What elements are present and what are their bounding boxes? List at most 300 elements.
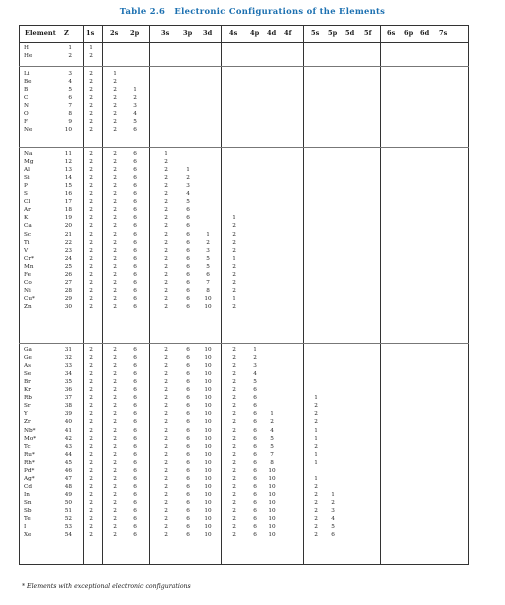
table-row (0, 126, 505, 134)
electron-count-3p: 4 (186, 191, 190, 198)
column-header-2p: 2p (130, 29, 140, 37)
electron-count-2s: 2 (113, 247, 117, 254)
atomic-number: 48 (64, 483, 72, 490)
electron-count-3p: 6 (186, 279, 190, 286)
electron-count-1s: 2 (89, 508, 93, 514)
electron-count-2p: 4 (133, 111, 137, 118)
electron-count-3p: 6 (186, 419, 190, 426)
element-symbol: Xe (24, 532, 32, 539)
electron-count-3s: 2 (164, 467, 168, 474)
element-symbol: Fe (24, 271, 32, 278)
atomic-number: 42 (64, 435, 72, 442)
header-divider (19, 42, 469, 43)
electron-count-3p: 6 (186, 231, 190, 238)
atomic-number: 45 (64, 459, 72, 466)
electron-count-3d: 1 (206, 231, 210, 238)
column-header-4d: 4d (267, 29, 277, 37)
electron-count-3s: 2 (164, 303, 168, 310)
electron-count-3p: 6 (186, 443, 190, 450)
electron-count-3s: 2 (164, 443, 168, 450)
electron-count-3d: 7 (206, 279, 210, 286)
electron-count-2p: 5 (133, 119, 137, 126)
atomic-number: 46 (64, 467, 72, 474)
electron-count-3d: 10 (204, 355, 212, 362)
electron-count-4d: 8 (270, 459, 274, 466)
electron-count-4s: 2 (232, 532, 236, 539)
table-row (0, 443, 505, 451)
column-header-4s: 4s (229, 29, 238, 37)
element-symbol: Cl (24, 199, 31, 206)
electron-count-2p: 6 (133, 435, 137, 442)
column-header-5d: 5d (345, 29, 355, 37)
electron-count-2s: 2 (113, 303, 117, 310)
electron-count-1s: 2 (89, 119, 93, 126)
column-header-5s: 5s (311, 29, 320, 37)
table-row (0, 222, 505, 230)
element-symbol: Ag* (24, 475, 35, 482)
electron-count-2s: 1 (113, 71, 117, 77)
table-row (0, 78, 505, 86)
electron-count-2p: 6 (133, 223, 137, 230)
electron-count-2p: 6 (133, 167, 137, 174)
electron-count-1s: 2 (89, 167, 93, 174)
electron-count-4s: 2 (232, 271, 236, 278)
atomic-number: 53 (64, 524, 72, 531)
electron-count-3s: 2 (164, 516, 168, 523)
electron-count-4s: 2 (232, 239, 236, 246)
electron-count-4s: 2 (232, 508, 236, 514)
electron-count-2s: 2 (113, 403, 117, 410)
electron-count-2s: 2 (113, 411, 117, 418)
electron-count-2s: 2 (113, 151, 117, 157)
table-row (0, 459, 505, 467)
electron-count-4p: 6 (253, 467, 257, 474)
atomic-number: 22 (64, 239, 72, 246)
electron-count-1s: 2 (89, 371, 93, 378)
electron-count-1s: 1 (89, 45, 93, 51)
electron-count-2s: 2 (113, 119, 117, 126)
atomic-number: 34 (64, 371, 72, 378)
atomic-number: 14 (64, 175, 72, 182)
electron-count-3p: 6 (186, 387, 190, 394)
electron-count-3d: 10 (204, 524, 212, 531)
electron-count-3d: 10 (204, 443, 212, 450)
column-header-element: Element (25, 29, 56, 37)
atomic-number: 54 (64, 532, 72, 539)
electron-count-3s: 2 (164, 475, 168, 482)
column-header-z: Z (64, 29, 69, 37)
electron-count-4p: 6 (253, 411, 257, 418)
electron-count-3s: 2 (164, 403, 168, 410)
electron-count-2p: 6 (133, 467, 137, 474)
table-row (0, 475, 505, 483)
electron-count-3s: 2 (164, 255, 168, 262)
electron-count-2p: 6 (133, 483, 137, 490)
electron-count-5s: 2 (314, 491, 318, 498)
column-header-4f: 4f (284, 29, 292, 37)
electron-count-4d: 10 (268, 467, 276, 474)
period-divider (19, 343, 469, 344)
electron-count-3p: 6 (186, 427, 190, 434)
atomic-number: 32 (64, 355, 72, 362)
electron-count-2s: 2 (113, 111, 117, 118)
electron-count-3d: 5 (206, 255, 210, 262)
electron-count-4p: 6 (253, 491, 257, 498)
electron-count-3d: 10 (204, 387, 212, 394)
element-symbol: O (24, 111, 29, 118)
electron-count-4p: 6 (253, 403, 257, 410)
table-row (0, 370, 505, 378)
electron-count-3p: 6 (186, 499, 190, 506)
electron-count-3d: 10 (204, 427, 212, 434)
element-symbol: C (24, 95, 29, 102)
electron-count-5s: 2 (314, 403, 318, 410)
electron-count-3s: 2 (164, 287, 168, 294)
electron-count-2s: 2 (113, 79, 117, 86)
electron-count-3s: 2 (164, 199, 168, 206)
electron-count-4s: 2 (232, 451, 236, 458)
electron-count-5s: 2 (314, 411, 318, 418)
electron-count-3s: 2 (164, 427, 168, 434)
element-symbol: Sc (24, 231, 32, 238)
electron-count-3s: 2 (164, 459, 168, 466)
electron-count-1s: 2 (89, 347, 93, 353)
electron-count-2p: 6 (133, 207, 137, 214)
electron-count-3s: 2 (164, 491, 168, 498)
electron-count-4p: 6 (253, 443, 257, 450)
electron-count-1s: 2 (89, 183, 93, 190)
element-symbol: Sb (24, 508, 32, 514)
electron-count-1s: 2 (89, 199, 93, 206)
atomic-number: 15 (64, 183, 72, 190)
atomic-number: 5 (68, 87, 72, 94)
electron-count-4d: 5 (270, 435, 274, 442)
electron-count-4s: 2 (232, 379, 236, 386)
electron-count-2p: 6 (133, 231, 137, 238)
electron-count-3d: 10 (204, 419, 212, 426)
electron-count-1s: 2 (89, 255, 93, 262)
element-symbol: S (24, 191, 28, 198)
electron-count-2s: 2 (113, 103, 117, 110)
electron-count-2s: 2 (113, 127, 117, 134)
atomic-number: 41 (64, 427, 72, 434)
table-row (0, 362, 505, 370)
electron-count-3s: 2 (164, 279, 168, 286)
electron-count-4d: 5 (270, 443, 274, 450)
electron-count-3d: 10 (204, 363, 212, 370)
electron-count-3s: 2 (164, 183, 168, 190)
electron-count-3d: 10 (204, 411, 212, 418)
electron-count-1s: 2 (89, 467, 93, 474)
atomic-number: 43 (64, 443, 72, 450)
electron-count-4s: 1 (232, 255, 236, 262)
electron-count-3s: 2 (164, 532, 168, 539)
electron-count-2s: 2 (113, 207, 117, 214)
electron-count-2p: 6 (133, 499, 137, 506)
electron-count-1s: 2 (89, 231, 93, 238)
electron-count-5s: 1 (314, 435, 318, 442)
element-symbol: Na (24, 151, 33, 157)
electron-count-5p: 1 (331, 491, 335, 498)
electron-count-3p: 6 (186, 303, 190, 310)
element-symbol: Li (24, 71, 30, 77)
electron-count-3d: 10 (204, 295, 212, 302)
element-symbol: Rh* (24, 459, 35, 466)
column-header-6s: 6s (387, 29, 396, 37)
electron-count-3p: 6 (186, 475, 190, 482)
electron-count-2s: 2 (113, 371, 117, 378)
electron-count-2s: 2 (113, 524, 117, 531)
electron-count-3s: 2 (164, 263, 168, 270)
table-row (0, 491, 505, 499)
electron-count-2s: 2 (113, 532, 117, 539)
electron-count-3p: 6 (186, 255, 190, 262)
electron-count-5s: 1 (314, 395, 318, 402)
table-row (0, 110, 505, 118)
atomic-number: 37 (64, 395, 72, 402)
electron-count-1s: 2 (89, 303, 93, 310)
electron-count-4d: 10 (268, 491, 276, 498)
electron-count-3d: 10 (204, 499, 212, 506)
element-symbol: Si (24, 175, 30, 182)
atomic-number: 50 (64, 499, 72, 506)
electron-count-4s: 2 (232, 491, 236, 498)
electron-count-4s: 2 (232, 419, 236, 426)
electron-count-3p: 6 (186, 263, 190, 270)
electron-count-2p: 6 (133, 516, 137, 523)
table-row (0, 271, 505, 279)
electron-count-4s: 2 (232, 279, 236, 286)
electron-count-3p: 1 (186, 167, 190, 174)
electron-count-4d: 10 (268, 524, 276, 531)
electron-count-2s: 2 (113, 459, 117, 466)
table-caption: Electronic Configurations of the Elements (174, 6, 386, 16)
electron-count-4d: 10 (268, 532, 276, 539)
element-symbol: Ne (24, 127, 33, 134)
electron-count-1s: 2 (89, 295, 93, 302)
atomic-number: 17 (64, 199, 72, 206)
electron-count-5s: 2 (314, 499, 318, 506)
electron-count-2s: 2 (113, 516, 117, 523)
electron-count-4p: 6 (253, 419, 257, 426)
electron-count-1s: 2 (89, 287, 93, 294)
table-row (0, 287, 505, 295)
electron-count-1s: 2 (89, 271, 93, 278)
electron-count-2s: 2 (113, 467, 117, 474)
electron-count-2s: 2 (113, 167, 117, 174)
element-symbol: F (24, 119, 28, 126)
electron-count-2s: 2 (113, 347, 117, 353)
element-symbol: Y (24, 411, 28, 418)
electron-count-4s: 2 (232, 411, 236, 418)
table-row (0, 427, 505, 435)
electron-count-4s: 1 (232, 295, 236, 302)
electron-count-1s: 2 (89, 71, 93, 77)
electron-count-2s: 2 (113, 223, 117, 230)
table-row (0, 394, 505, 402)
electron-count-4d: 4 (270, 427, 274, 434)
electron-count-2p: 6 (133, 524, 137, 531)
electron-count-2p: 6 (133, 419, 137, 426)
electron-count-2s: 2 (113, 231, 117, 238)
electron-count-2p: 6 (133, 287, 137, 294)
table-row (0, 166, 505, 174)
electron-count-2s: 2 (113, 159, 117, 166)
electron-count-5s: 1 (314, 459, 318, 466)
electron-count-2p: 6 (133, 387, 137, 394)
electron-count-1s: 2 (89, 516, 93, 523)
table-row (0, 118, 505, 126)
element-symbol: H (24, 45, 29, 51)
column-header-2s: 2s (110, 29, 119, 37)
atomic-number: 39 (64, 411, 72, 418)
electron-count-2s: 2 (113, 191, 117, 198)
electron-count-3p: 6 (186, 411, 190, 418)
electron-count-3s: 2 (164, 247, 168, 254)
element-symbol: He (24, 53, 33, 60)
electron-count-4d: 1 (270, 411, 274, 418)
electron-count-2p: 6 (133, 127, 137, 134)
electron-count-2p: 6 (133, 199, 137, 206)
electron-count-4d: 10 (268, 483, 276, 490)
electron-count-3p: 6 (186, 215, 190, 222)
electron-count-2s: 2 (113, 263, 117, 270)
electron-count-3s: 2 (164, 435, 168, 442)
electron-count-1s: 2 (89, 395, 93, 402)
electron-count-3s: 2 (164, 215, 168, 222)
element-symbol: Mg (24, 159, 34, 166)
electron-count-4s: 2 (232, 231, 236, 238)
atomic-number: 29 (64, 295, 72, 302)
element-symbol: In (24, 491, 30, 498)
atomic-number: 49 (64, 491, 72, 498)
atomic-number: 2 (68, 53, 72, 60)
electron-count-1s: 2 (89, 451, 93, 458)
element-symbol: N (24, 103, 29, 110)
atomic-number: 4 (68, 79, 72, 86)
electron-count-3d: 10 (204, 379, 212, 386)
electron-count-4s: 2 (232, 363, 236, 370)
electron-count-1s: 2 (89, 263, 93, 270)
electron-count-2s: 2 (113, 435, 117, 442)
table-row (0, 483, 505, 491)
element-symbol: Pd* (24, 467, 35, 474)
electron-count-3s: 1 (164, 151, 168, 157)
element-symbol: Ti (24, 239, 30, 246)
electron-count-5s: 1 (314, 427, 318, 434)
electron-count-3d: 10 (204, 491, 212, 498)
electron-count-4s: 2 (232, 303, 236, 310)
electron-count-3s: 2 (164, 239, 168, 246)
electron-count-2p: 6 (133, 451, 137, 458)
electron-count-2s: 2 (113, 355, 117, 362)
electron-count-3p: 6 (186, 355, 190, 362)
electron-count-1s: 2 (89, 483, 93, 490)
electron-count-4s: 2 (232, 459, 236, 466)
electron-count-4s: 2 (232, 247, 236, 254)
electron-count-1s: 2 (89, 419, 93, 426)
electron-count-3d: 10 (204, 516, 212, 523)
electron-count-3d: 10 (204, 303, 212, 310)
electron-count-2s: 2 (113, 419, 117, 426)
element-symbol: Rb (24, 395, 32, 402)
electron-count-3s: 2 (164, 295, 168, 302)
electron-count-2s: 2 (113, 255, 117, 262)
table-row (0, 182, 505, 190)
atomic-number: 19 (64, 215, 72, 222)
element-symbol: Nb* (24, 427, 36, 434)
electron-count-2s: 2 (113, 183, 117, 190)
electron-count-5s: 2 (314, 524, 318, 531)
electron-count-4p: 6 (253, 395, 257, 402)
electron-count-3s: 2 (164, 508, 168, 514)
footnote: * Elements with exceptional electronic configurations (22, 583, 191, 590)
electron-count-3s: 2 (164, 411, 168, 418)
electron-count-3s: 2 (164, 167, 168, 174)
electron-count-2p: 6 (133, 508, 137, 514)
electron-count-2p: 6 (133, 303, 137, 310)
electron-count-1s: 2 (89, 363, 93, 370)
electron-count-1s: 2 (89, 127, 93, 134)
electron-count-4s: 2 (232, 483, 236, 490)
electron-count-2p: 3 (133, 103, 137, 110)
electron-count-4p: 5 (253, 379, 257, 386)
electron-count-4p: 6 (253, 524, 257, 531)
electron-count-3d: 10 (204, 532, 212, 539)
electron-count-3s: 2 (164, 175, 168, 182)
electron-count-2p: 6 (133, 159, 137, 166)
electron-count-2p: 6 (133, 239, 137, 246)
electron-count-3d: 10 (204, 475, 212, 482)
electron-count-5s: 1 (314, 475, 318, 482)
electron-count-4p: 6 (253, 532, 257, 539)
electron-count-2s: 2 (113, 295, 117, 302)
table-row (0, 295, 505, 303)
electron-count-4s: 2 (232, 467, 236, 474)
electron-count-2s: 2 (113, 363, 117, 370)
electron-count-4p: 2 (253, 355, 257, 362)
table-row (0, 198, 505, 206)
element-symbol: Al (24, 167, 30, 174)
electron-count-3s: 2 (164, 387, 168, 394)
table-row (0, 94, 505, 102)
electron-count-3p: 6 (186, 271, 190, 278)
electron-count-2p: 6 (133, 151, 137, 157)
element-symbol: Co (24, 279, 32, 286)
electron-count-1s: 2 (89, 223, 93, 230)
electron-count-3d: 10 (204, 395, 212, 402)
electron-count-5p: 2 (331, 499, 335, 506)
electron-count-3d: 6 (206, 271, 210, 278)
electron-count-1s: 2 (89, 524, 93, 531)
element-symbol: Ni (24, 287, 31, 294)
electron-count-4s: 1 (232, 215, 236, 222)
column-header-5f: 5f (364, 29, 372, 37)
electron-count-4d: 10 (268, 508, 276, 514)
table-row (0, 70, 505, 78)
electron-count-3d: 10 (204, 508, 212, 514)
element-symbol: I (24, 524, 27, 531)
column-header-6d: 6d (420, 29, 430, 37)
electron-count-4s: 2 (232, 355, 236, 362)
element-symbol: Cu* (24, 295, 35, 302)
element-symbol: Br (24, 379, 31, 386)
electron-count-1s: 2 (89, 79, 93, 86)
electron-count-3d: 8 (206, 287, 210, 294)
atomic-number: 33 (64, 363, 72, 370)
electron-count-3p: 6 (186, 395, 190, 402)
electron-count-4s: 2 (232, 524, 236, 531)
